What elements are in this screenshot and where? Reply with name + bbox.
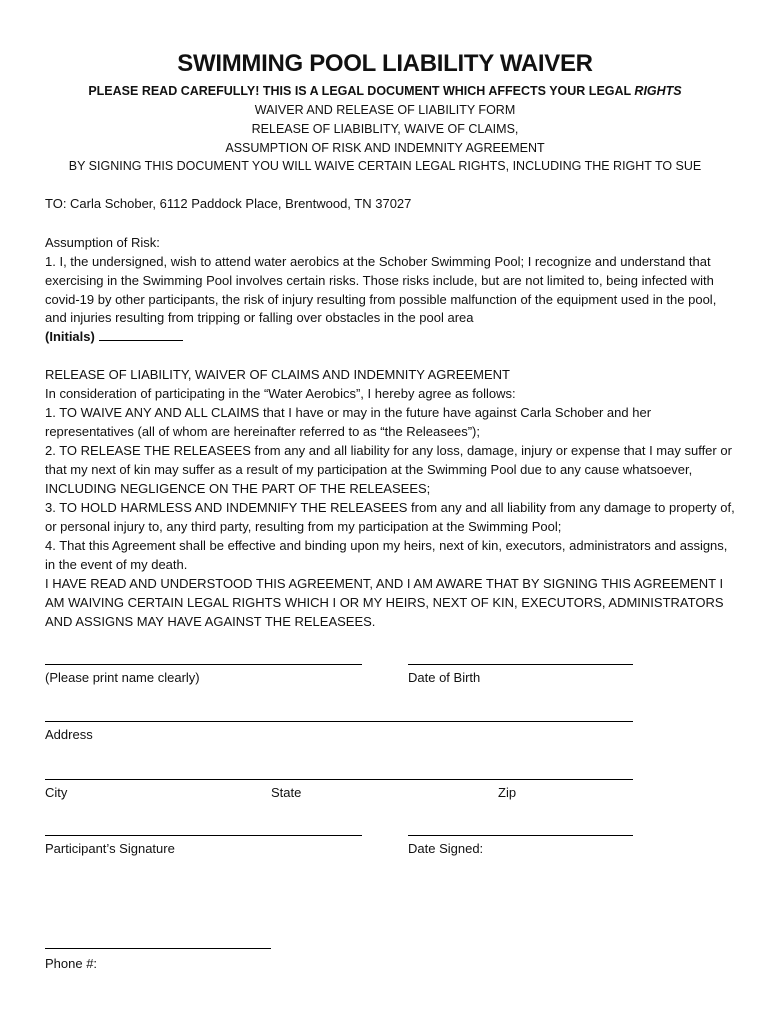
assumption-text: 1. I, the undersigned, wish to attend water aerobics at the Schober Swimming Pool; I recognize and understand that exercising in the Swimming Pool involves certain risks. Those risks include, but are not limited to, being infected with covid-19 by other participants, the risk of injury resulting from possible malfunction of the equipment used in the pool, and injuries resulting from tripping or falling over obstacles in the pool area <box>45 254 717 326</box>
release-item-1: 1. TO WAIVE ANY AND ALL CLAIMS that I have or may in the future have against Carla Schober and her representatives (all of whom are hereinafter referred to as “the Releasees”); <box>45 405 652 439</box>
initials-label: (Initials) <box>45 329 95 344</box>
release-heading: RELEASE OF LIABILITY, WAIVER OF CLAIMS AND INDEMNITY AGREEMENT <box>45 367 510 382</box>
form-subtitle-2: RELEASE OF LIABIBLITY, WAIVE OF CLAIMS, <box>251 122 519 136</box>
initials-row <box>45 328 735 347</box>
zip-label: Zip <box>498 785 517 800</box>
initials-field[interactable] <box>99 328 183 341</box>
date-signed-field[interactable] <box>408 835 633 836</box>
release-item-3: 3. TO HOLD HARMLESS AND INDEMNIFY THE RELEASEES from any and all liability from any damage to property of, or personal injury to, any third party, resulting from my participation at the Swimming Pool; <box>45 500 735 534</box>
signature-label: Participant’s Signature <box>45 841 175 856</box>
dob-field[interactable] <box>408 664 633 665</box>
release-item-2: 2. TO RELEASE THE RELEASEES from any and all liability for any loss, damage, injury or expense that I may suffer or that my next of kin may suffer as a result of my participation at the Swimming Pool due to any cause whatsoever, INCLUDING NEGLIGENCE ON THE PART OF THE RELEASEES; <box>45 443 732 496</box>
dob-label: Date of Birth <box>408 670 481 685</box>
legal-warning-text: PLEASE READ CAREFULLY! THIS IS A LEGAL DOCUMENT WHICH AFFECTS YOUR LEGAL <box>88 84 635 98</box>
print-name-field[interactable] <box>45 664 362 665</box>
document-title: SWIMMING POOL LIABILITY WAIVER <box>177 50 593 77</box>
state-label: State <box>271 785 302 800</box>
acknowledgement-text: I HAVE READ AND UNDERSTOOD THIS AGREEMENT, AND I AM AWARE THAT BY SIGNING THIS AGREEMENT I AM WAIVING CERTAIN LEGAL RIGHTS WHICH I OR MY HEIRS, NEXT OF KIN, EXECUTORS, ADMINISTRATORS AND ASSIGNS MAY HAVE AGAINST THE RELEASEES. <box>45 576 724 629</box>
print-name-label: (Please print name clearly) <box>45 670 200 685</box>
legal-warning-emphasis: RIGHTS <box>634 84 682 98</box>
phone-field[interactable] <box>45 948 271 949</box>
release-intro: In consideration of participating in the “Water Aerobics”, I hereby agree as follows: <box>45 386 516 401</box>
legal-warning <box>0 82 770 100</box>
form-subtitle: WAIVER AND RELEASE OF LIABILITY FORM <box>254 103 516 117</box>
city-state-zip-field[interactable] <box>45 779 633 780</box>
address-label: Address <box>45 727 93 742</box>
release-item-4: 4. That this Agreement shall be effective and binding upon my heirs, next of kin, executors, administrators and assigns, in the event of my death. <box>45 538 728 572</box>
form-subtitle-3: ASSUMPTION OF RISK AND INDEMNITY AGREEMENT <box>225 141 545 155</box>
addressee-line: TO: Carla Schober, 6112 Paddock Place, Brentwood, TN 37027 <box>45 196 412 211</box>
signature-field[interactable] <box>45 835 362 836</box>
assumption-heading: Assumption of Risk: <box>45 235 160 250</box>
date-signed-label: Date Signed: <box>408 841 484 856</box>
city-label: City <box>45 785 68 800</box>
phone-label: Phone #: <box>45 956 98 971</box>
address-field[interactable] <box>45 721 633 722</box>
rights-notice: BY SIGNING THIS DOCUMENT YOU WILL WAIVE CERTAIN LEGAL RIGHTS, INCLUDING THE RIGHT TO SUE <box>68 159 702 173</box>
